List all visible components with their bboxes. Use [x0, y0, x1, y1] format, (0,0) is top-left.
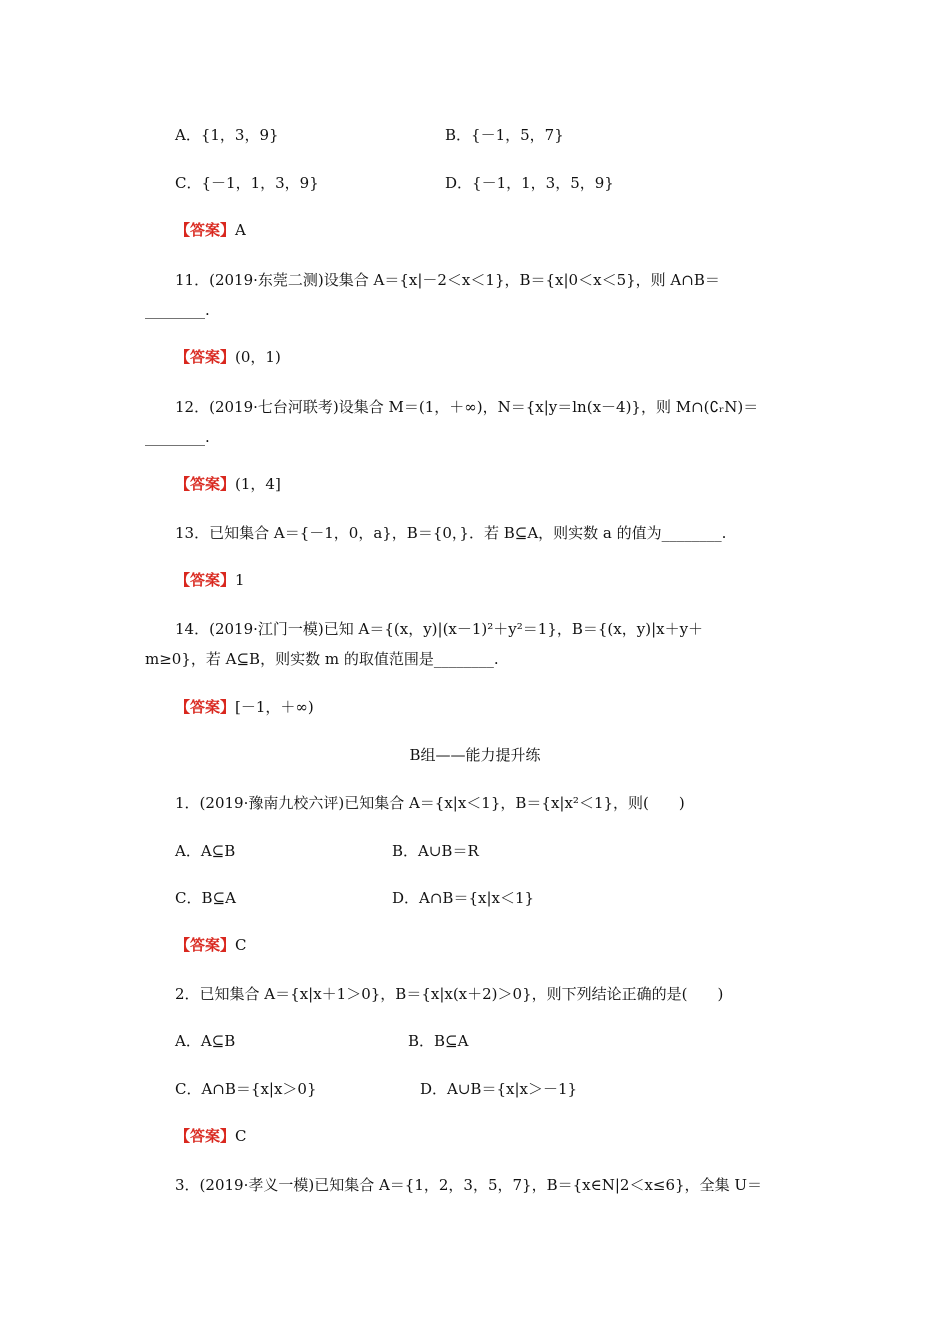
option-d: D．A∩B＝{x|x＜1}	[392, 889, 535, 907]
answer-value: A	[235, 221, 246, 239]
question-12-line1: 12．(2019·七台河联考)设集合 M＝(1，＋∞)，N＝{x|y＝ln(x－4)}，则 M∩(∁ᵣN)＝	[175, 398, 759, 416]
option-c: C．A∩B＝{x|x＞0}	[175, 1080, 317, 1098]
answer-line	[175, 934, 247, 956]
question-13-line1: 13．已知集合 A＝{－1，0，a}，B＝{0，}．若 B⊆A，则实数 a 的值为________.	[175, 524, 727, 542]
answer-label: 【答案】	[175, 698, 236, 716]
answer-line	[175, 473, 281, 495]
answer-value: (1，4]	[235, 475, 281, 493]
option-b: B．B⊆A	[408, 1032, 469, 1050]
b-question-1-stem: 1．(2019·豫南九校六评)已知集合 A＝{x|x＜1}，B＝{x|x²＜1}，则( )	[175, 794, 685, 812]
option-a: A．A⊆B	[175, 842, 236, 860]
answer-line	[175, 219, 246, 241]
option-c: C．B⊆A	[175, 889, 236, 907]
answer-value: [－1，＋∞)	[235, 698, 314, 716]
question-12-line2: ________.	[145, 428, 210, 446]
option-c: C．{－1，1，3，9}	[175, 174, 319, 192]
answer-value: 1	[235, 571, 245, 589]
answer-label: 【答案】	[175, 936, 236, 954]
b-question-3-stem: 3．(2019·孝义一模)已知集合 A＝{1，2，3，5，7}，B＝{x∈N|2＜x≤6}，全集 U＝	[175, 1176, 762, 1194]
answer-label: 【答案】	[175, 348, 236, 366]
answer-label: 【答案】	[175, 475, 236, 493]
question-11-line2: ________.	[145, 301, 210, 319]
option-a: A．{1，3，9}	[175, 126, 279, 144]
answer-line	[175, 346, 281, 368]
answer-label: 【答案】	[175, 221, 236, 239]
answer-line	[175, 696, 314, 718]
option-b: B．{－1，5，7}	[445, 126, 564, 144]
option-b: B．A∪B＝R	[392, 842, 479, 860]
answer-label: 【答案】	[175, 571, 236, 589]
section-title: B组——能力提升练	[409, 746, 541, 764]
b-question-2-stem: 2．已知集合 A＝{x|x＋1＞0}，B＝{x|x(x＋2)＞0}，则下列结论正确的是( )	[175, 985, 724, 1003]
answer-line	[175, 569, 245, 591]
question-14-line1: 14．(2019·江门一模)已知 A＝{(x，y)|(x－1)²＋y²＝1}，B＝{(x，y)|x＋y＋	[175, 620, 704, 638]
option-d: D．A∪B＝{x|x＞－1}	[420, 1080, 578, 1098]
answer-label: 【答案】	[175, 1127, 236, 1145]
answer-value: C	[235, 1127, 247, 1145]
question-14-line2: m≥0}，若 A⊆B，则实数 m 的取值范围是________.	[145, 650, 499, 668]
question-11-line1: 11．(2019·东莞二测)设集合 A＝{x|－2＜x＜1}，B＝{x|0＜x＜5}，则 A∩B＝	[175, 271, 720, 289]
option-a: A．A⊆B	[175, 1032, 236, 1050]
answer-value: C	[235, 936, 247, 954]
option-d: D．{－1，1，3，5，9}	[445, 174, 614, 192]
answer-value: (0，1)	[235, 348, 281, 366]
answer-line	[175, 1125, 247, 1147]
